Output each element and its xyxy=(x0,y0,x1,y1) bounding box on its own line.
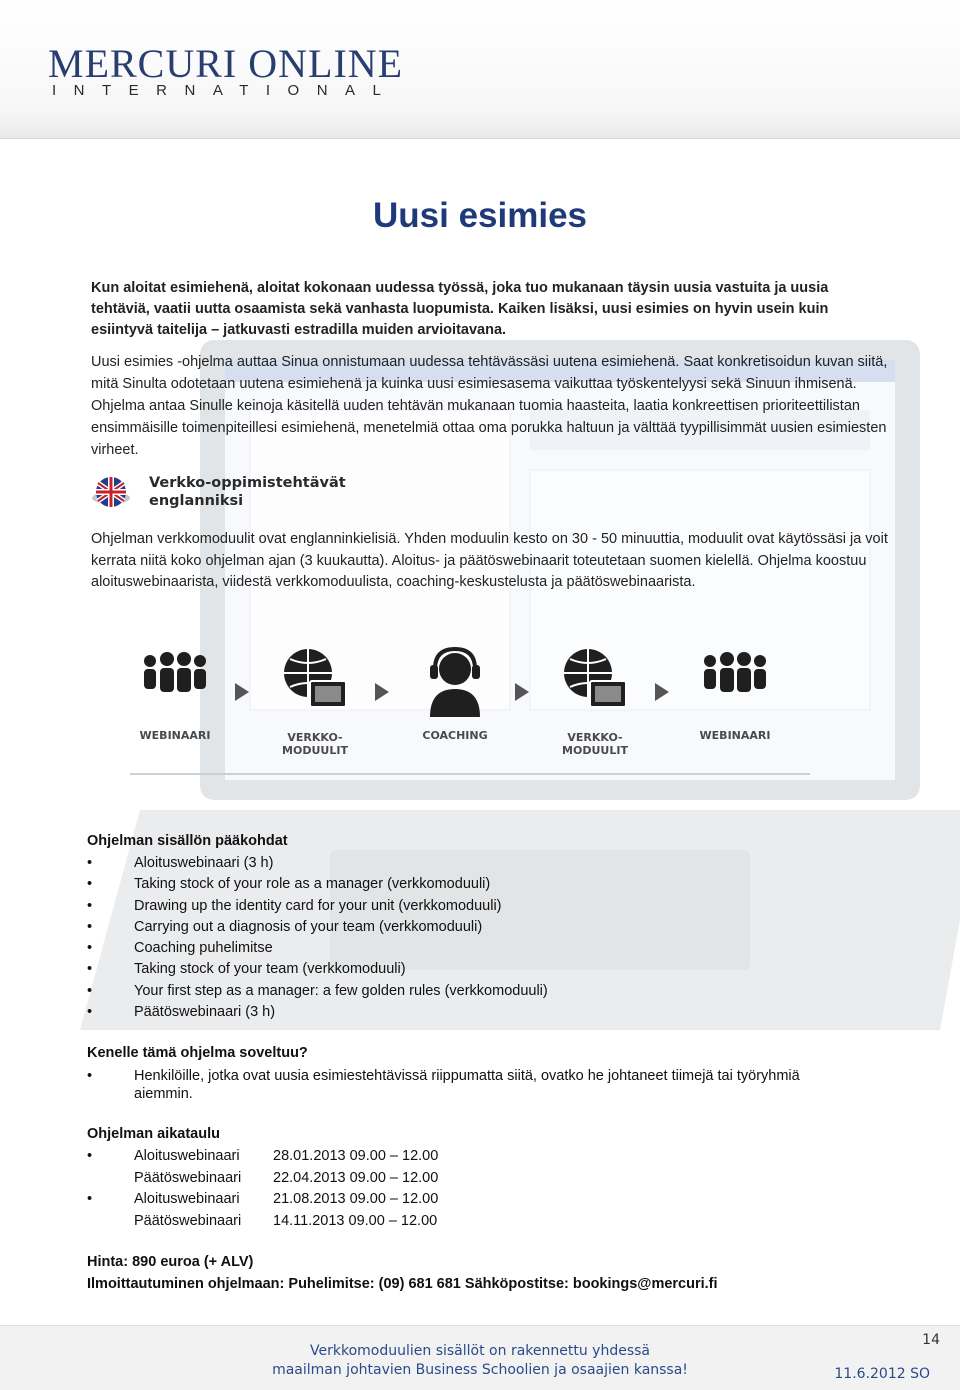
badge-line-1: Verkko-oppimistehtävät xyxy=(149,475,346,491)
footer-line-2: maailman johtavien Business Schoolien ja osaajien kanssa! xyxy=(272,1362,688,1378)
step-online-modules-2 xyxy=(535,645,655,765)
step-coaching xyxy=(395,645,515,765)
intro-paragraph-bold: Kun aloitat esimiehenä, aloitat kokonaan uudessa työssä, joka tuo mukanaan täysin uusia vastuita ja uusia tehtäviä, vaatii uutta osaamista sekä vanhasta luopumista. Kaiken lisäksi, uusi esimies on hyvin usein kuin esiintyvä taitelija – jatkuvasti estradilla muiden arvioitavana. xyxy=(91,280,829,338)
people-group-icon xyxy=(140,645,210,715)
list-item: • Drawing up the identity card for your unit (verkkomoduuli) xyxy=(87,896,548,917)
schedule-date: 21.08.2013 09.00 – 12.00 xyxy=(273,1191,439,1207)
arrow-icon xyxy=(515,683,529,701)
step-label: WEBINAARI xyxy=(699,729,771,742)
audience-section-title: Kenelle tämä ohjelma soveltuu? xyxy=(87,1045,308,1061)
headset-person-icon xyxy=(420,645,490,725)
schedule-session: Päätöswebinaari xyxy=(134,1169,242,1186)
schedule-row xyxy=(87,1168,607,1190)
globe-computer-icon xyxy=(280,645,350,725)
footer-tagline xyxy=(0,1342,960,1380)
arrow-icon xyxy=(375,683,389,701)
price-text: Hinta: 890 euroa (+ ALV) xyxy=(87,1254,254,1270)
intro-lead-sentence: Uusi esimies -ohjelma auttaa Sinua onnistumaan uudessa tehtävässäsi uutena esimiehenä. xyxy=(91,354,680,370)
arrow-icon xyxy=(235,683,249,701)
intro-paragraph xyxy=(91,351,901,461)
schedule-section-title: Ohjelman aikataulu xyxy=(87,1126,220,1142)
list-item: • Aloituswebinaari (3 h) xyxy=(87,853,548,874)
step-online-modules xyxy=(255,645,375,765)
step-label: COACHING xyxy=(422,729,488,742)
registration-text: Ilmoittautuminen ohjelmaan: Puhelimitse: (09) 681 681 Sähköpostitse: bookings@mercuri.fi xyxy=(87,1276,718,1292)
modules-description: Ohjelman verkkomoduulit ovat englanninkielisiä. Yhden moduulin kesto on 30 - 50 minuuttia, moduulit ovat käytössäsi ja voit kerrata niitä koko ohjelman ajan (3 kuukautta). Aloitus- ja päätöswebinaarit toteutetaan suomen kielellä. Ohjelma koostuu aloituswebinaarista, viidestä verkkomoduulista, coaching-keskustelusta ja päätöswebinaarista. xyxy=(91,531,888,590)
schedule-row xyxy=(87,1146,607,1168)
list-item: • Taking stock of your team (verkkomoduuli) xyxy=(87,959,548,980)
english-modules-label xyxy=(149,474,346,510)
list-item: • Taking stock of your role as a manager (verkkomoduuli) xyxy=(87,874,548,895)
page-footer xyxy=(0,1325,960,1390)
people-group-icon xyxy=(700,645,770,715)
page-number: 14 xyxy=(922,1332,940,1348)
english-modules-badge xyxy=(91,470,391,520)
bullet: • xyxy=(87,1148,93,1164)
schedule-session: Aloituswebinaari xyxy=(134,1191,240,1207)
page-header xyxy=(0,0,960,139)
company-logo-subtitle: INTERNATIONAL xyxy=(52,82,399,99)
list-item: • Päätöswebinaari (3 h) xyxy=(87,1002,548,1023)
footer-date: 11.6.2012 SO xyxy=(834,1366,930,1382)
program-steps xyxy=(110,645,830,785)
globe-computer-icon xyxy=(560,645,630,725)
list-item: • Carrying out a diagnosis of your team (verkkomoduuli) xyxy=(87,917,548,938)
company-logo: MERCURI ONLINE xyxy=(48,41,404,86)
step-webinar-end xyxy=(675,645,795,765)
step-label: VERKKO- MODUULIT xyxy=(282,731,348,757)
schedule-date: 28.01.2013 09.00 – 12.00 xyxy=(273,1148,439,1164)
content-section-title: Ohjelman sisällön pääkohdat xyxy=(87,833,288,849)
schedule-date: 22.04.2013 09.00 – 12.00 xyxy=(273,1169,439,1186)
bullet: • xyxy=(87,1191,93,1207)
step-label: VERKKO- MODUULIT xyxy=(562,731,628,757)
content-list xyxy=(87,853,548,1023)
schedule-session: Päätöswebinaari xyxy=(134,1212,242,1229)
uk-flag-icon xyxy=(91,474,131,514)
schedule-table xyxy=(87,1146,607,1232)
badge-line-2: englanniksi xyxy=(149,493,244,509)
schedule-row xyxy=(87,1189,607,1211)
intro-body-text: Saat konkretisoidun kuvan siitä, mitä Sinulta odotetaan uutena esimiehenä ja kuinka uusi esimiesasema vaikuttaa työskentelyysi sekä Sinuun ihmisenä. Ohjelma antaa Sinulle keinoja käsitellä uuden tehtävän mukanaan tuomia haasteita, laatia konkreettisen prioriteettilistan ensimmäisille toimenpiteillesi esimiehenä, menetelmiä ottaa oma porukka haltuun ja välttää tyypillisimmät uusien esimiesten virheet. xyxy=(91,354,888,458)
schedule-date: 14.11.2013 09.00 – 12.00 xyxy=(273,1212,438,1229)
list-item: • Henkilöille, jotka ovat uusia esimiestehtävissä riippumatta siitä, ovatko he johtaneet tiimejä tai työryhmiä aiemmin. xyxy=(87,1067,827,1103)
step-label: WEBINAARI xyxy=(139,729,211,742)
footer-line-1: Verkkomoduulien sisällöt on rakennettu yhdessä xyxy=(310,1343,650,1359)
step-webinar-start xyxy=(115,645,235,765)
page-title: Uusi esimies xyxy=(373,196,587,235)
list-item: • Coaching puhelimitse xyxy=(87,938,548,959)
arrow-icon xyxy=(655,683,669,701)
schedule-session: Aloituswebinaari xyxy=(134,1148,240,1164)
list-item: • Your first step as a manager: a few golden rules (verkkomoduuli) xyxy=(87,981,548,1002)
steps-divider xyxy=(130,773,810,775)
audience-list xyxy=(87,1067,827,1103)
schedule-row xyxy=(87,1211,607,1233)
